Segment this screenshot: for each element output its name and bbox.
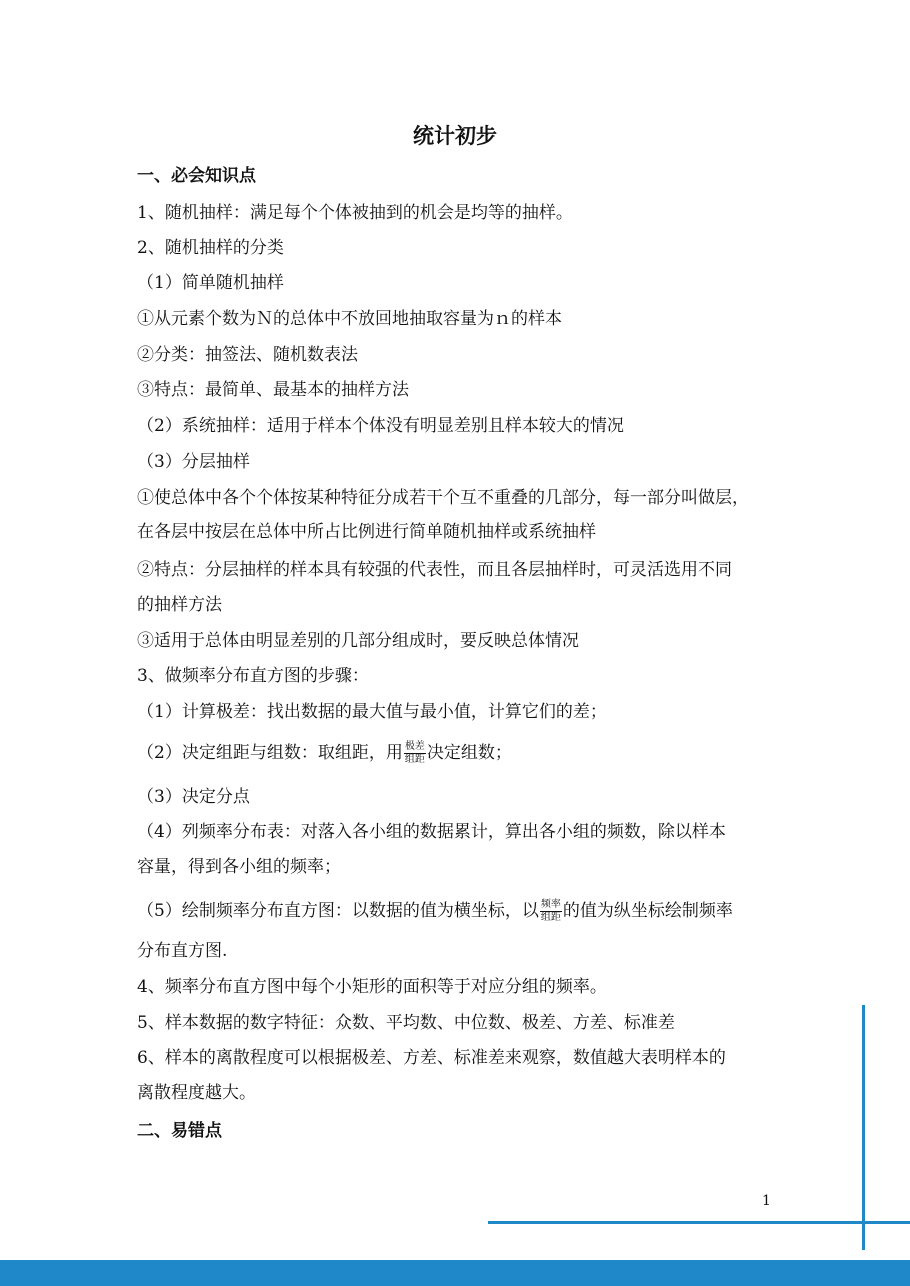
- fraction-range-over-width: [404, 741, 426, 766]
- text-line: ③适用于总体由明显差别的几部分组成时，要反映总体情况: [137, 631, 579, 651]
- text-line: 分布直方图.: [137, 941, 228, 961]
- text-line: （2）系统抽样：适用于样本个体没有明显差别且样本较大的情况: [137, 416, 624, 436]
- text-line: （1）简单随机抽样: [137, 273, 284, 293]
- text-line: 容量，得到各小组的频率；: [137, 857, 341, 877]
- step-decide-points: （3）决定分点: [137, 787, 250, 807]
- text-line: ②特点：分层抽样的样本具有较强的代表性，而且各层抽样时，可灵活选用不同: [137, 560, 732, 580]
- decorative-horizontal-line: [488, 1221, 910, 1224]
- fraction-frequency-over-width: [540, 899, 562, 924]
- text-line: 3、做频率分布直方图的步骤：: [137, 666, 369, 686]
- page-number: 1: [762, 1193, 771, 1209]
- step-text: （2）决定组距与组数：取组距，用: [137, 743, 403, 763]
- fraction-denominator: 组距: [404, 754, 425, 765]
- section-heading-must-know: 一、必会知识点: [137, 166, 256, 186]
- text-line: 的抽样方法: [137, 595, 222, 615]
- fraction-numerator: 极差: [404, 741, 425, 752]
- text-line: ①从元素个数为Ｎ的总体中不放回地抽取容量为ｎ的样本: [137, 309, 562, 329]
- page-title: 统计初步: [413, 124, 497, 148]
- step-text: （5）绘制频率分布直方图：以数据的值为横坐标，以: [137, 901, 539, 921]
- text-line: 离散程度越大。: [137, 1083, 256, 1103]
- text-line: ②分类：抽签法、随机数表法: [137, 345, 358, 365]
- text-line: 2、随机抽样的分类: [137, 238, 284, 258]
- step-draw-histogram: [137, 899, 733, 924]
- text-line: 1、随机抽样：满足每个个体被抽到的机会是均等的抽样。: [137, 203, 573, 223]
- step-decide-groups: [137, 741, 512, 766]
- fraction-denominator: 组距: [540, 912, 561, 923]
- text-line: （3）分层抽样: [137, 452, 250, 472]
- fraction-numerator: 频率: [540, 899, 561, 910]
- text-line: ①使总体中各个个体按某种特征分成若干个互不重叠的几部分，每一部分叫做层，: [137, 488, 749, 508]
- text-line: （4）列频率分布表：对落入各小组的数据累计，算出各小组的频数，除以样本: [137, 822, 726, 842]
- text-line: 6、样本的离散程度可以根据极差、方差、标准差来观察，数值越大表明样本的: [137, 1048, 726, 1068]
- decorative-bottom-band: [0, 1260, 910, 1286]
- step-text: 的值为纵坐标绘制频率: [562, 901, 733, 921]
- text-line: 在各层中按层在总体中所占比例进行简单随机抽样或系统抽样: [137, 522, 596, 542]
- section-heading-error-prone: 二、易错点: [137, 1121, 222, 1141]
- step-text: 决定组数；: [426, 743, 512, 763]
- decorative-vertical-line: [862, 1005, 865, 1250]
- step-compute-range: （1）计算极差：找出数据的最大值与最小值，计算它们的差；: [137, 702, 607, 722]
- text-line: ③特点：最简单、最基本的抽样方法: [137, 380, 409, 400]
- text-line: 4、频率分布直方图中每个小矩形的面积等于对应分组的频率。: [137, 977, 607, 997]
- text-line: 5、样本数据的数字特征：众数、平均数、中位数、极差、方差、标准差: [137, 1013, 675, 1033]
